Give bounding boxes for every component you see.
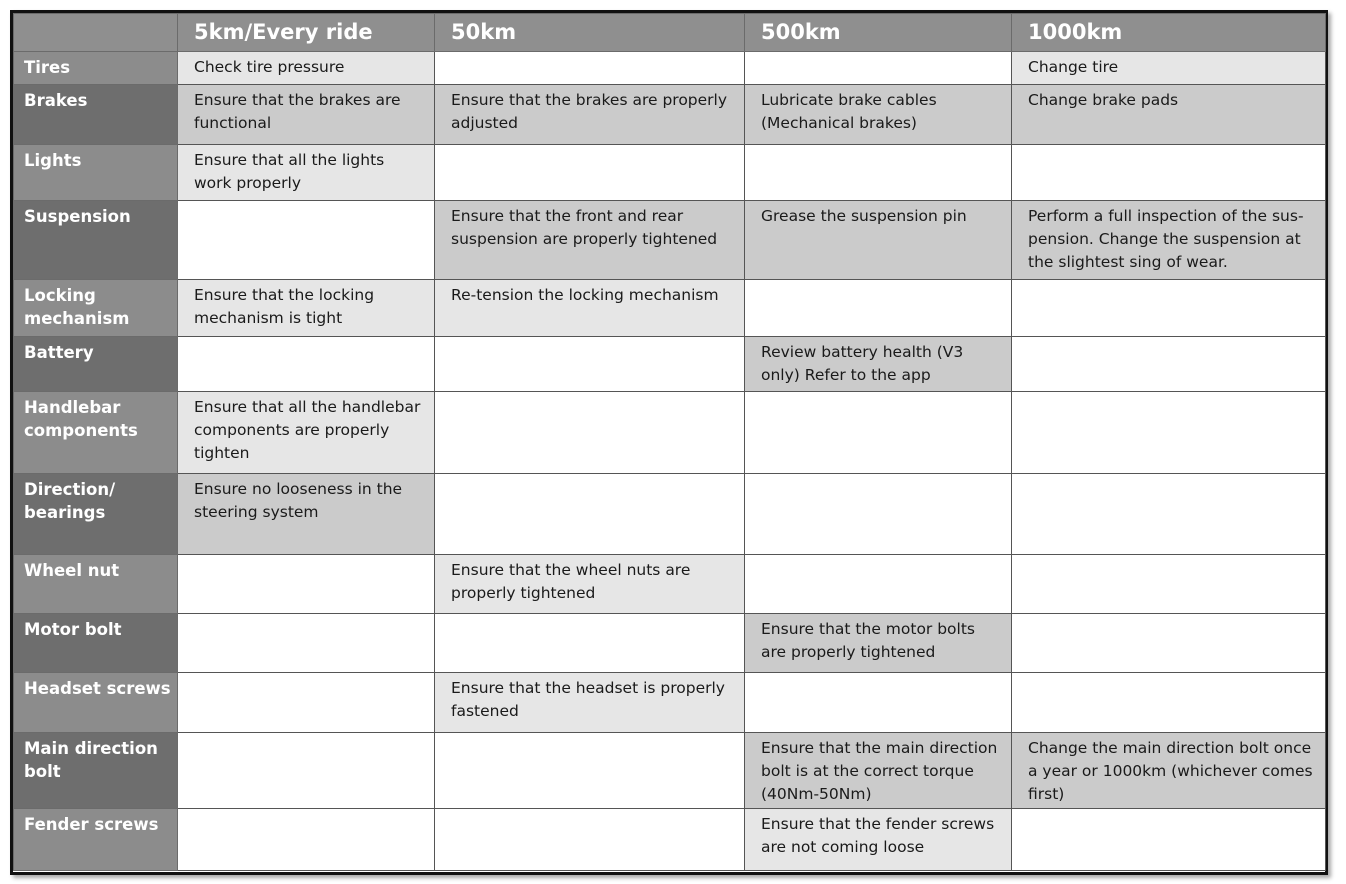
table-cell — [1012, 474, 1326, 555]
table-cell — [1012, 809, 1326, 871]
table-cell — [745, 673, 1012, 733]
table-row — [14, 201, 1326, 280]
table-row — [14, 733, 1326, 809]
table-cell: Ensure that the brakes are functional — [178, 85, 435, 145]
table-cell — [1012, 614, 1326, 673]
table-cell: Ensure that the main direction bolt is at the correct torque (40Nm-50Nm) — [745, 733, 1012, 809]
table-cell — [435, 809, 745, 871]
table-cell — [745, 392, 1012, 474]
table-cell: Lubricate brake cables (Mechanical brakes) — [745, 85, 1012, 145]
table-cell — [178, 337, 435, 392]
table-row — [14, 392, 1326, 474]
table-cell — [178, 614, 435, 673]
table-cell — [178, 201, 435, 280]
table-cell: Ensure no looseness in the steering system — [178, 474, 435, 555]
table-cell: Ensure that the brakes are properly adjusted — [435, 85, 745, 145]
row-label-locking-mechanism: Locking mechanism — [14, 280, 178, 337]
row-label-battery: Battery — [14, 337, 178, 392]
table-cell: Change the main direction bolt once a year or 1000km (whichever comes first) — [1012, 733, 1326, 809]
row-label-lights: Lights — [14, 145, 178, 201]
row-label-main-direction-bolt: Main direction bolt — [14, 733, 178, 809]
table-cell — [435, 733, 745, 809]
table-row — [14, 52, 1326, 85]
row-label-direction-bearings: Direction/ bearings — [14, 474, 178, 555]
corner-header — [14, 14, 178, 52]
table-cell — [1012, 280, 1326, 337]
column-header-5km: 5km/Every ride — [178, 14, 435, 52]
table-row — [14, 337, 1326, 392]
table-cell: Ensure that all the lights work properly — [178, 145, 435, 201]
table-cell: Ensure that the headset is properly fastened — [435, 673, 745, 733]
header-row — [14, 14, 1326, 52]
table-cell — [178, 555, 435, 614]
column-header-50km: 50km — [435, 14, 745, 52]
table-cell — [1012, 673, 1326, 733]
table-cell — [178, 733, 435, 809]
row-label-brakes: Brakes — [14, 85, 178, 145]
column-header-500km: 500km — [745, 14, 1012, 52]
table-cell — [745, 555, 1012, 614]
table-cell — [1012, 145, 1326, 201]
table-cell: Ensure that the motor bolts are properly tightened — [745, 614, 1012, 673]
table-cell: Re-tension the locking mechanism — [435, 280, 745, 337]
table-row — [14, 474, 1326, 555]
table-cell — [435, 52, 745, 85]
table-cell — [435, 392, 745, 474]
row-label-handlebar-components: Handlebar components — [14, 392, 178, 474]
table-cell — [178, 673, 435, 733]
table-cell: Ensure that the wheel nuts are properly tightened — [435, 555, 745, 614]
table-cell: Ensure that the locking mechanism is tight — [178, 280, 435, 337]
row-label-wheel-nut: Wheel nut — [14, 555, 178, 614]
table-cell — [178, 809, 435, 871]
row-label-fender-screws: Fender screws — [14, 809, 178, 871]
table-cell — [745, 280, 1012, 337]
table-row — [14, 673, 1326, 733]
table-cell — [435, 474, 745, 555]
table-row — [14, 555, 1326, 614]
table-cell: Ensure that the fender screws are not coming loose — [745, 809, 1012, 871]
table-row — [14, 809, 1326, 871]
table-cell: Review battery health (V3 only) Refer to the app — [745, 337, 1012, 392]
table-cell — [435, 337, 745, 392]
table-cell: Ensure that all the handlebar components are properly tighten — [178, 392, 435, 474]
table-cell — [1012, 555, 1326, 614]
maintenance-table-frame — [10, 10, 1328, 875]
table-cell — [435, 614, 745, 673]
table-cell — [1012, 337, 1326, 392]
table-cell: Ensure that the front and rear suspension are properly tightened — [435, 201, 745, 280]
table-cell: Grease the suspension pin — [745, 201, 1012, 280]
table-row — [14, 614, 1326, 673]
row-label-headset-screws: Headset screws — [14, 673, 178, 733]
table-cell — [435, 145, 745, 201]
row-label-motor-bolt: Motor bolt — [14, 614, 178, 673]
maintenance-schedule-table — [13, 13, 1326, 871]
table-cell: Perform a full inspection of the sus-pension. Change the suspension at the slightest sing of wear. — [1012, 201, 1326, 280]
table-row — [14, 145, 1326, 201]
row-label-tires: Tires — [14, 52, 178, 85]
table-cell — [745, 145, 1012, 201]
table-cell: Change tire — [1012, 52, 1326, 85]
table-cell: Check tire pressure — [178, 52, 435, 85]
table-cell — [1012, 392, 1326, 474]
table-row — [14, 85, 1326, 145]
column-header-1000km: 1000km — [1012, 14, 1326, 52]
table-cell — [745, 474, 1012, 555]
table-row — [14, 280, 1326, 337]
table-cell: Change brake pads — [1012, 85, 1326, 145]
table-cell — [745, 52, 1012, 85]
row-label-suspension: Suspension — [14, 201, 178, 280]
